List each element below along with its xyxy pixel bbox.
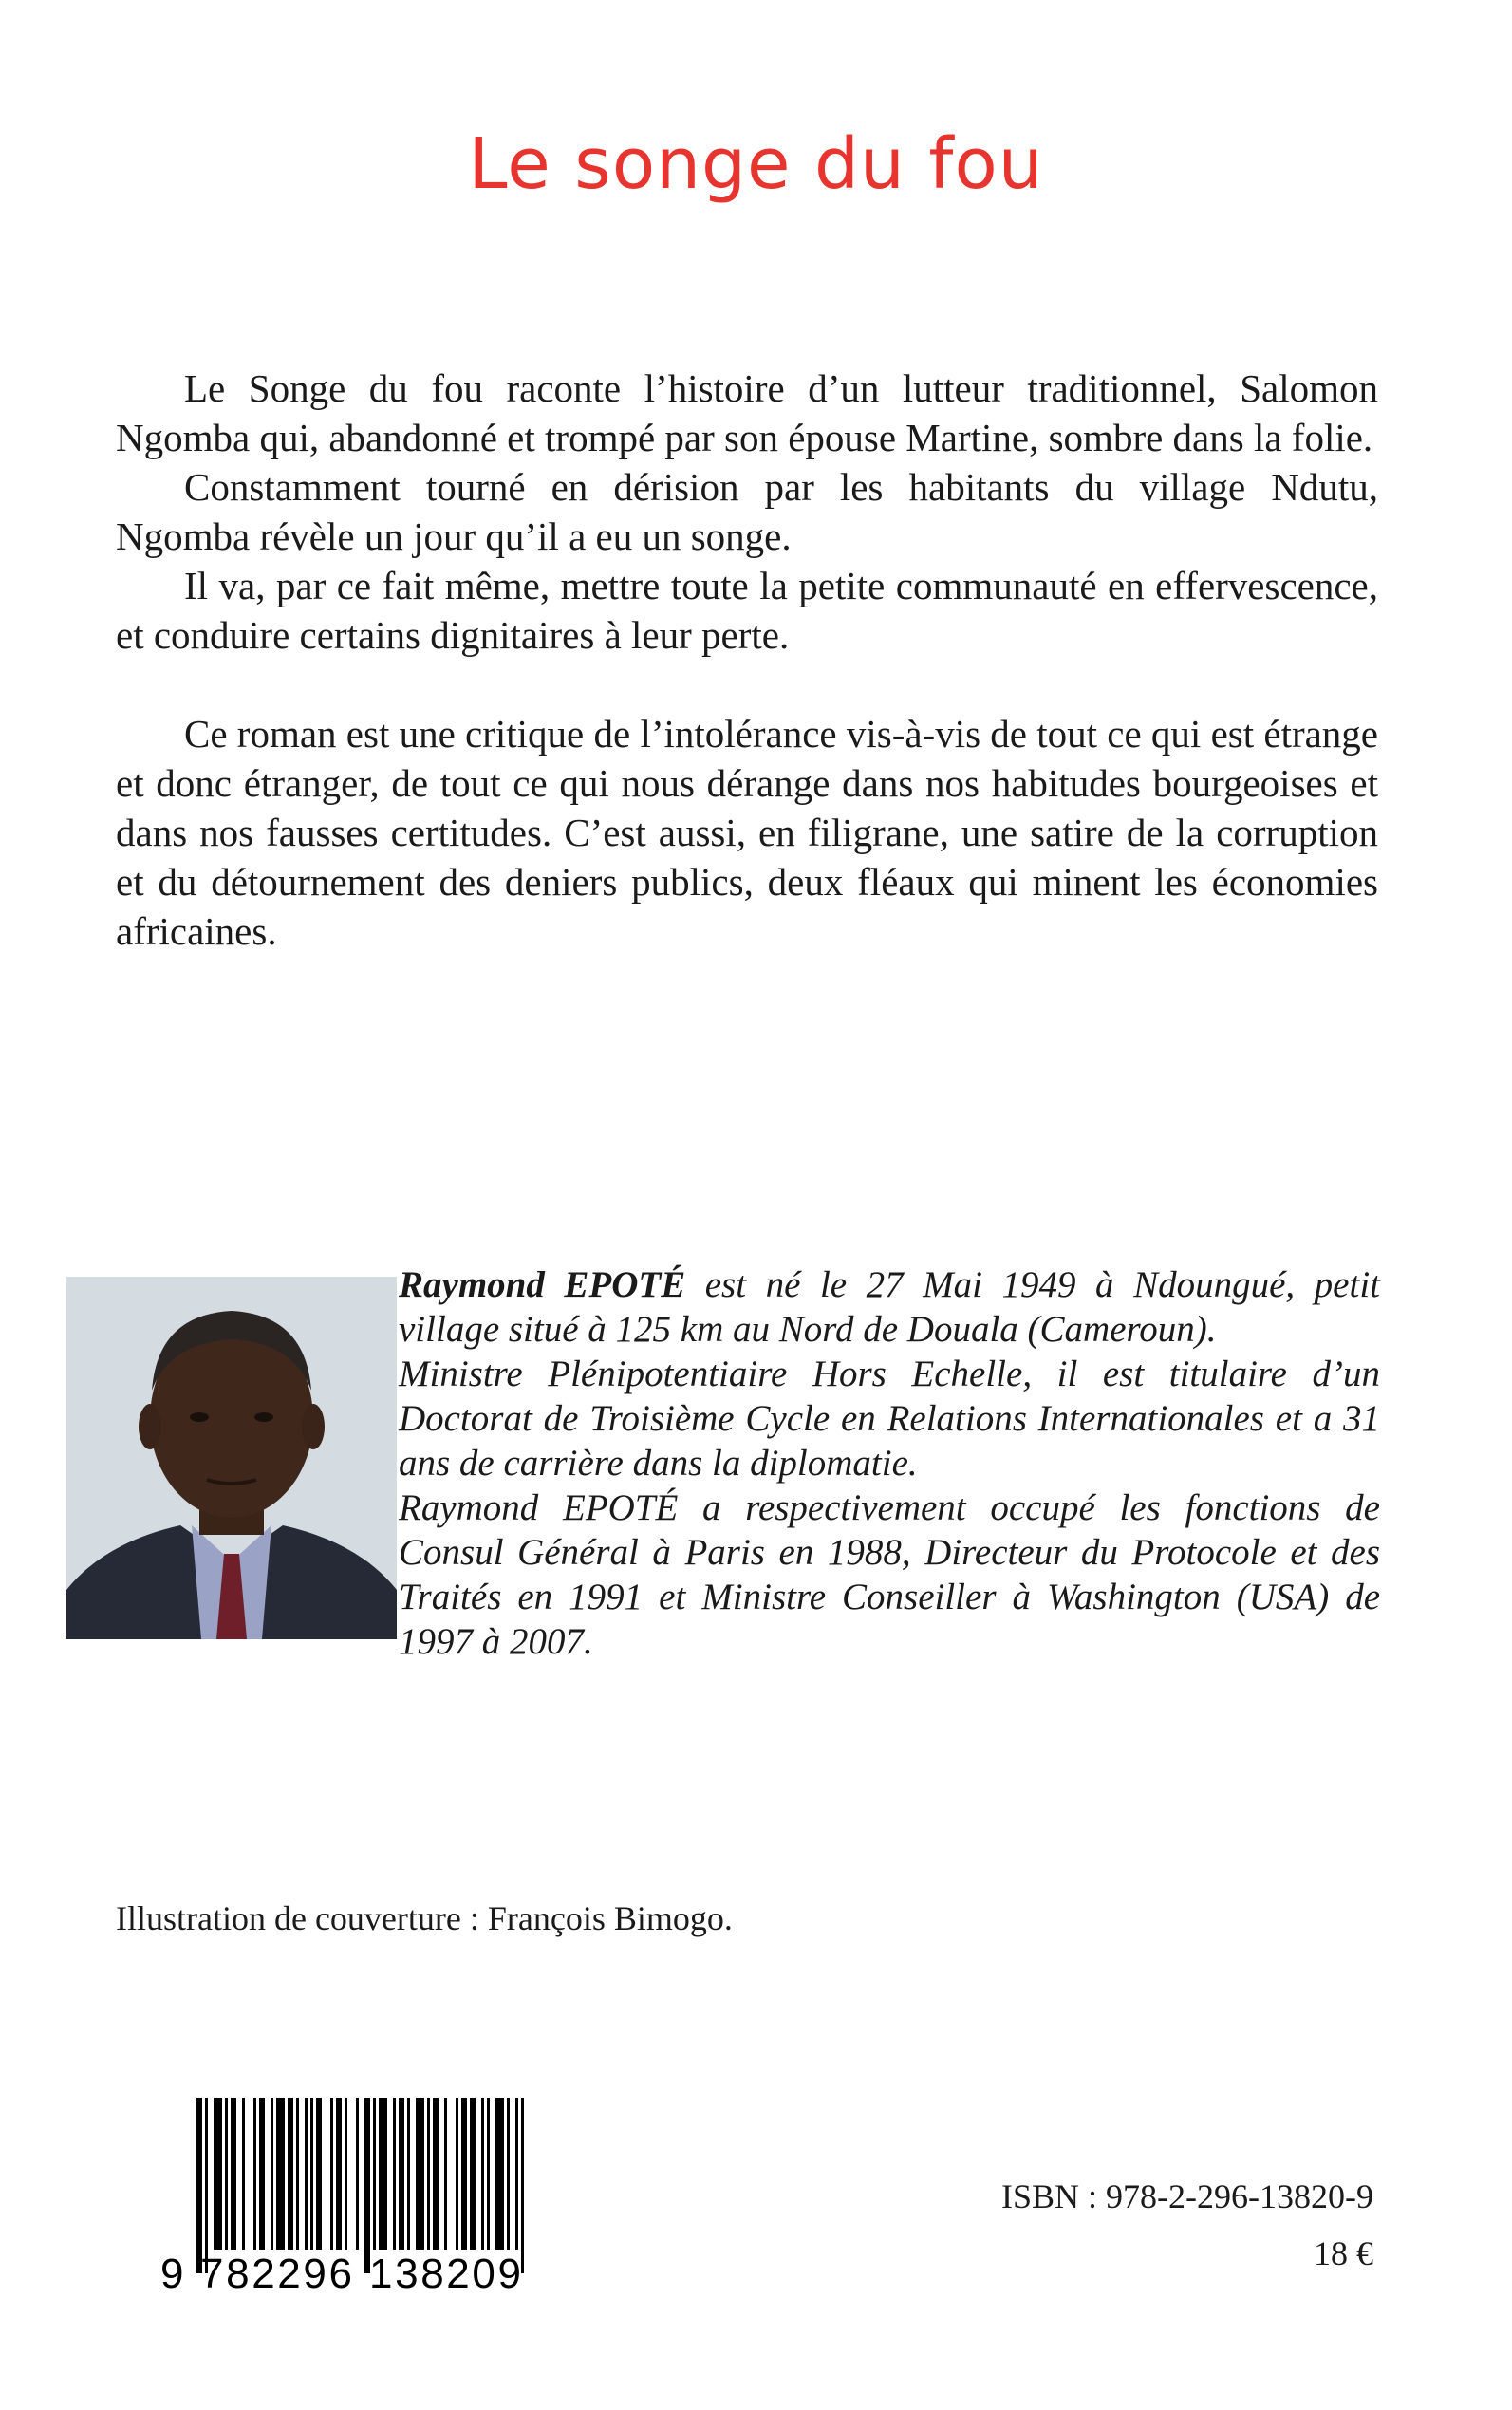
barcode-bar [345,2098,347,2250]
author-name: Raymond EPOTÉ [399,1264,686,1305]
barcode-bar [456,2098,458,2250]
barcode-digits-right: 138209 [369,2251,521,2297]
barcode-bar [259,2098,265,2250]
barcode-bar [515,2098,518,2250]
barcode-bar [393,2098,396,2250]
book-title: Le songe du fou [468,123,1044,205]
barcode-bar [364,2098,370,2273]
barcode-bar [461,2098,467,2250]
author-birth: est né le 27 Mai 1949 à Ndoungué, petit village situé à 125 km au Nord de Douala (Cameroun). [399,1264,1380,1350]
author-photo [66,1277,397,1639]
author-bio [399,1262,1380,1664]
barcode-bar [407,2098,410,2250]
barcode-bar [495,2098,504,2250]
barcode-bar [487,2098,490,2250]
isbn-barcode [159,2098,542,2297]
synopsis-paragraph: Ce roman est une critique de l’intolérance vis-à-vis de tout ce qui est étrange et donc étranger, de tout ce qui nous dérange dans nos habitudes bourgeoises et dans nos fausses certitudes. C’est aussi, en filigrane, une satire de la corruption et du détournement des deniers publics, deux fléaux qui minent les économies africaines. [116,712,1379,953]
barcode-bar [205,2098,208,2273]
synopsis-paragraph: Il va, par ce fait même, mettre toute la petite communauté en effervescence, et conduire certains dignitaires à leur perte. [116,564,1378,657]
isbn-number: ISBN : 978-2-296-13820-9 [1001,2177,1373,2215]
price: 18 € [1314,2234,1373,2272]
author-bio-paragraph [399,1262,1380,1352]
barcode-bar [444,2098,447,2250]
synopsis-paragraph: Constamment tourné en dérision par les habitants du village Ndutu, Ngomba révèle un jour qu’il a eu un songe. [116,465,1378,558]
barcode-digit-first: 9 [160,2251,184,2297]
barcode-bar [296,2098,299,2250]
barcode-graphic [159,2098,542,2297]
barcode-bar [271,2098,273,2250]
barcode-bar [379,2098,387,2250]
barcode-digits-left: 782296 [200,2251,352,2297]
barcode-bar [253,2098,256,2250]
barcode-bar [433,2098,439,2250]
barcode-bar [196,2098,202,2273]
barcode-bar [231,2098,236,2250]
barcode-bar [427,2098,430,2250]
barcode-bar [373,2098,376,2250]
author-bio-paragraph: Raymond EPOTÉ a respectivement occupé les fonctions de Consul Général à Paris en 1988, Directeur du Protocole et des Traités en 1991 et Ministre Conseiller à Washington (USA) de 1997 à 2007. [399,1487,1380,1662]
author-portrait-illustration [66,1277,397,1639]
cover-illustration-credit: Illustration de couverture : François Bimogo. [116,1899,733,1937]
barcode-bar [276,2098,285,2250]
barcode-bar [481,2098,484,2250]
barcode-bar [310,2098,313,2250]
barcode-bar [214,2098,222,2250]
barcode-bar [416,2098,424,2250]
barcode-bar [225,2098,228,2250]
barcode-bar [356,2098,359,2250]
barcode-bar [330,2098,333,2250]
barcode-bar [399,2098,404,2250]
barcode-bar [316,2098,322,2250]
barcode-bar [305,2098,308,2250]
synopsis-paragraph: Le Songe du fou raconte l’histoire d’un lutteur traditionnel, Salomon Ngomba qui, abandonné et trompé par son épouse Martine, sombre dans la folie. [116,366,1378,459]
barcode-bar [521,2098,524,2273]
barcode-bar [470,2098,476,2250]
synopsis [116,364,1378,956]
author-bio-paragraph: Ministre Plénipotentiaire Hors Echelle, il est titulaire d’un Doctorat de Troisième Cycle en Relations Internationales et a 31 ans de carrière dans la diplomatie. [399,1354,1380,1484]
barcode-bar [288,2098,293,2250]
barcode-bar [507,2098,510,2250]
barcode-bar [336,2098,342,2250]
barcode-bars [196,2098,524,2273]
barcode-bar [242,2098,245,2250]
